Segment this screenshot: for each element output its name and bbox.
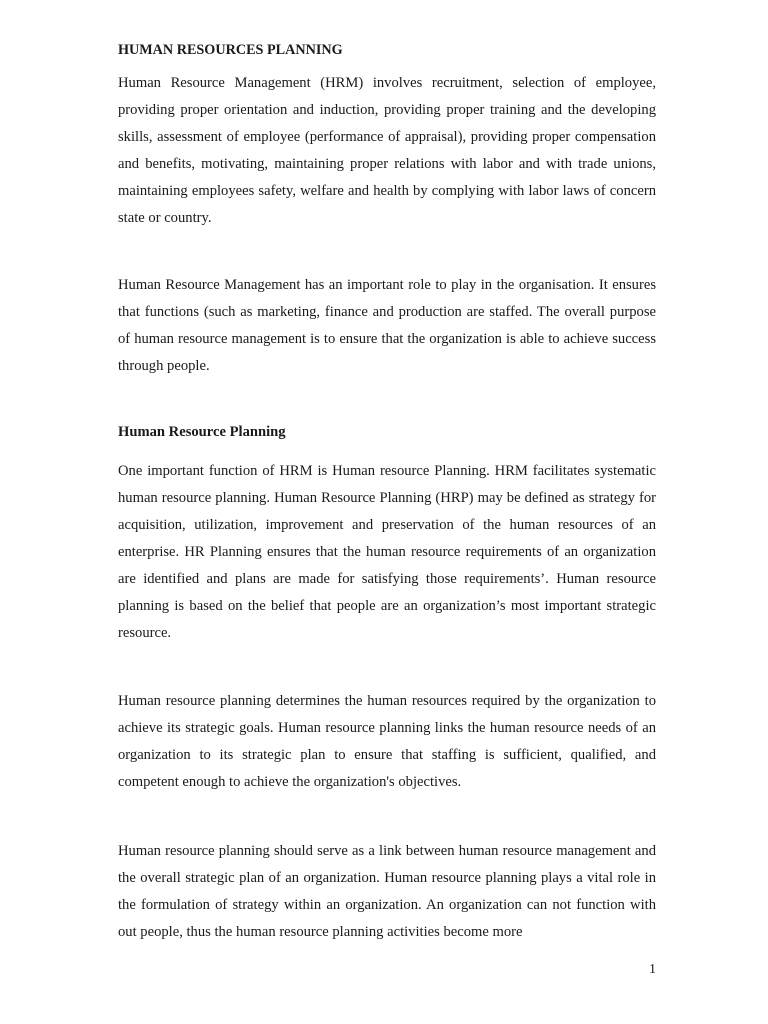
section-paragraph-hrp-definition: One important function of HRM is Human resource Planning. HRM facilitates systematic human resource planning. Human Resource Planning (HRP) may be defined as strategy for acquisition, utilization, improvement and preservation of the human resources of an enterprise. HR Planning ensures that the human resource requirements of an organization are identified and plans are made for satisfying those requirements’. Human resource planning is based on the belief that people are an organization’s most important strategic resource.: [118, 463, 656, 641]
intro-paragraph-hrm-role: Human Resource Management has an important role to play in the organisation. It ensures that functions (such as marketing, finance and production are staffed. The overall purpose of human resource management is to ensure that the organization is able to achieve success through people.: [118, 277, 656, 374]
document-title: HUMAN RESOURCES PLANNING: [118, 42, 343, 58]
intro-paragraph-hrm-definition: Human Resource Management (HRM) involves recruitment, selection of employee, providing proper orientation and induction, providing proper training and the developing skills, assessment of employee (performance of appraisal), providing proper compensation and benefits, motivating, maintaining proper relations with labor and with trade unions, maintaining employees safety, welfare and health by complying with labor laws of concern state or country.: [118, 75, 656, 226]
section-heading: Human Resource Planning: [118, 424, 286, 440]
section-paragraph-hrp-goals: Human resource planning determines the human resources required by the organization to achieve its strategic goals. Human resource planning links the human resource needs of an organization to its strategic plan to ensure that staffing is sufficient, qualified, and competent enough to achieve the organization's objectives.: [118, 693, 656, 790]
page-number: 1: [649, 962, 656, 977]
section-paragraph-hrp-link: Human resource planning should serve as a link between human resource management and the overall strategic plan of an organization. Human resource planning plays a vital role in the formulation of strategy within an organization. An organization can not function with out people, thus the human resource planning activities become more: [118, 843, 656, 940]
